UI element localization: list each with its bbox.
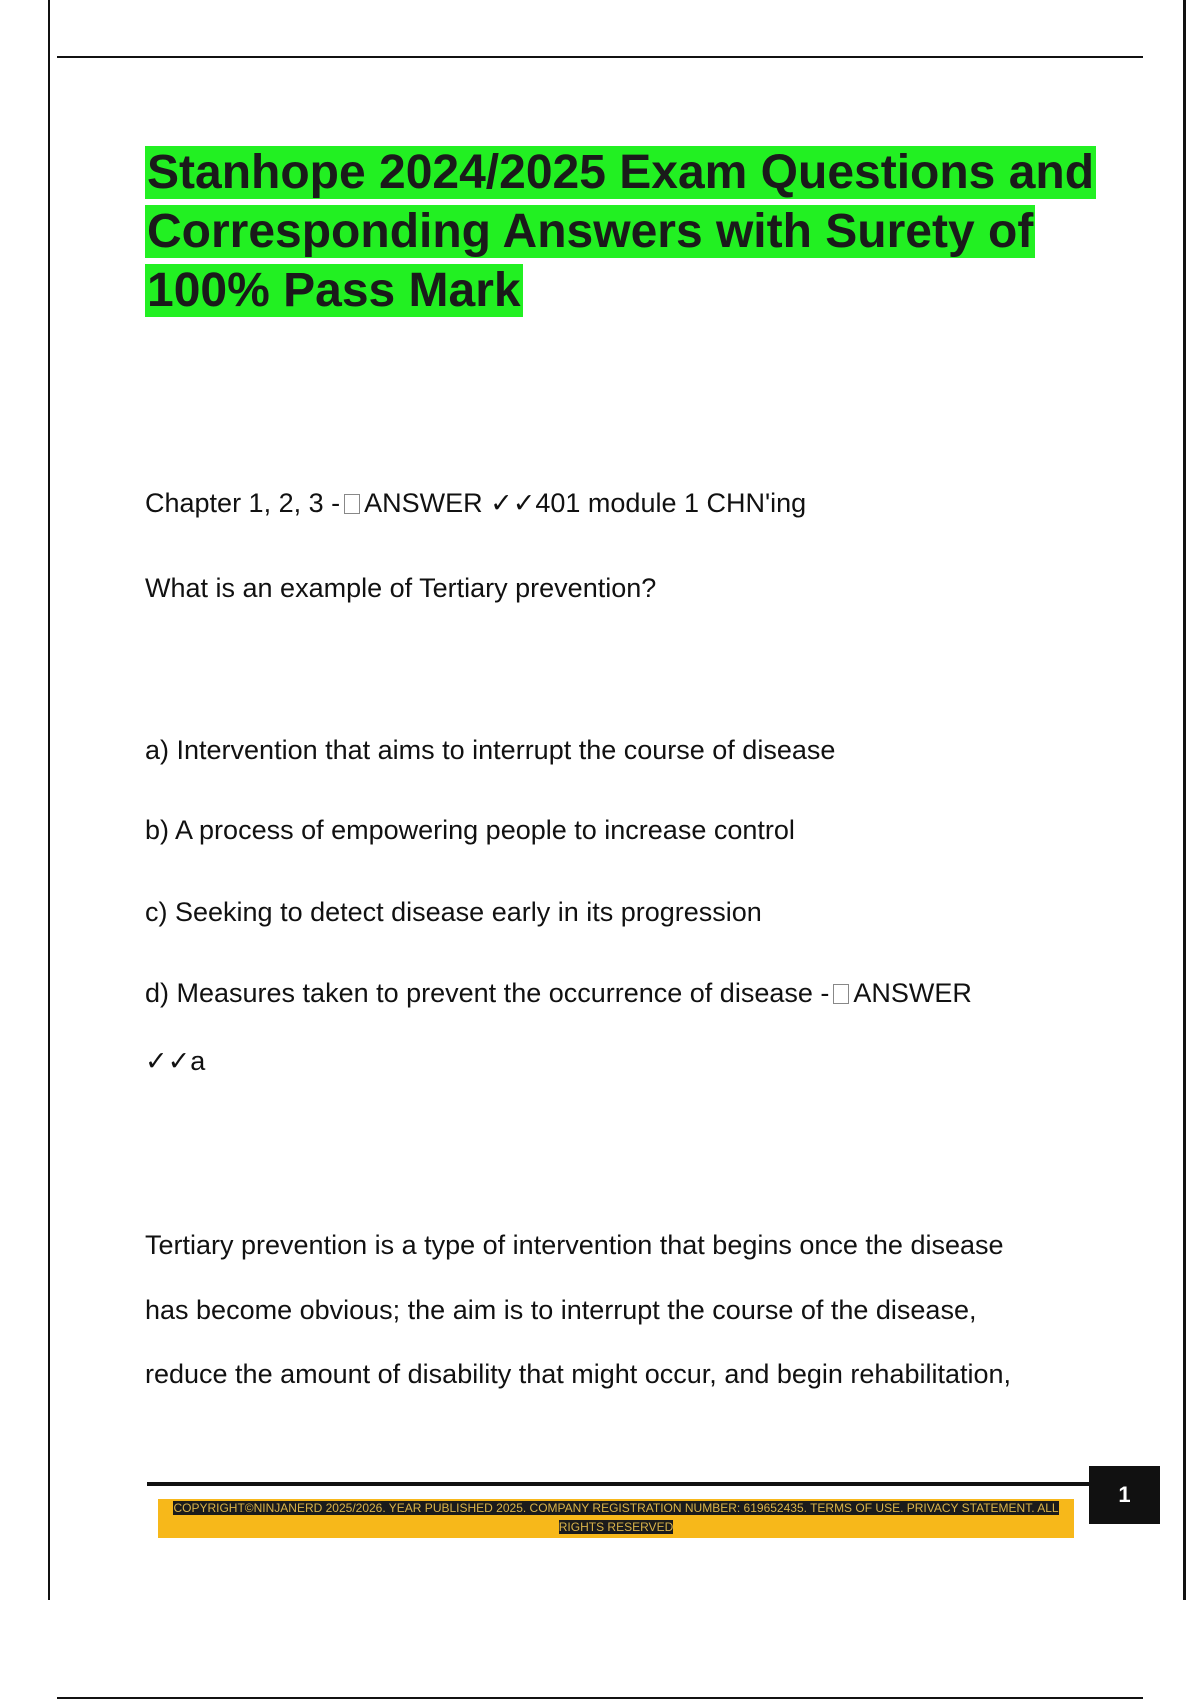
explanation-line: Tertiary prevention is a type of intervention that begins once the disease (145, 1230, 1004, 1260)
page-border-left (48, 0, 50, 1600)
answer-text: ✓✓a (145, 1046, 206, 1076)
checkbox-glyph-icon (833, 984, 849, 1004)
checkbox-glyph-icon (344, 494, 360, 514)
document-title (145, 143, 1095, 320)
bottom-rule (57, 1697, 1143, 1699)
explanation-line: reduce the amount of disability that might occur, and begin rehabilitation, (145, 1359, 1012, 1389)
title-highlight: Stanhope 2024/2025 Exam Questions and Corresponding Answers with Surety of 100% Pass Mark (147, 146, 1095, 317)
page-number: 1 (1089, 1466, 1160, 1524)
option-b: b) A process of empowering people to increase control (145, 815, 795, 845)
copyright-band (158, 1499, 1074, 1538)
top-rule (57, 56, 1143, 58)
question-header (145, 486, 806, 520)
question-header-prefix: Chapter 1, 2, 3 - (145, 488, 341, 518)
question-text: What is an example of Tertiary prevention? (145, 573, 657, 603)
copyright-text: COPYRIGHT©NINJANERD 2025/2026. YEAR PUBLISHED 2025. COMPANY REGISTRATION NUMBER: 619652435. TERMS OF USE. PRIVACY STATEMENT. ALL RIGHTS RESERVED (173, 1501, 1059, 1534)
option-d-answer-label: ANSWER (853, 978, 972, 1008)
option-a: a) Intervention that aims to interrupt the course of disease (145, 735, 836, 765)
option-c: c) Seeking to detect disease early in its progression (145, 897, 762, 927)
option-d-text: d) Measures taken to prevent the occurrence of disease - (145, 978, 830, 1008)
explanation-line: has become obvious; the aim is to interrupt the course of the disease, (145, 1294, 977, 1325)
footer-rule (147, 1482, 1091, 1486)
page-border-right (1183, 0, 1186, 1600)
explanation (145, 1213, 1105, 1407)
option-d (145, 976, 972, 1010)
question-header-answer: ANSWER ✓✓401 module 1 CHN'ing (364, 488, 807, 518)
